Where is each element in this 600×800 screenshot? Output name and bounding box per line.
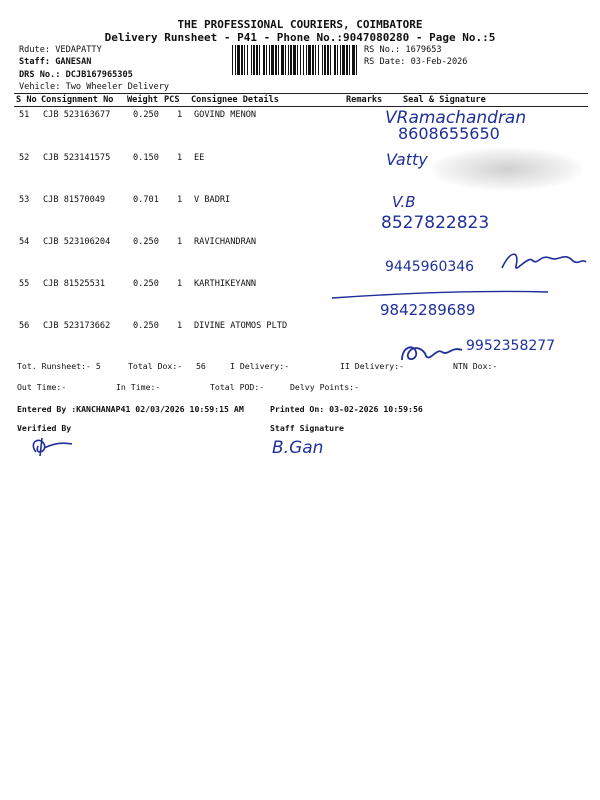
verified-signature [26, 434, 76, 460]
row-consignee: V BADRI [194, 195, 231, 205]
delivery-line [330, 288, 550, 302]
col-consignment: Consignment No [41, 95, 114, 105]
signature-mark-r54 [498, 246, 588, 276]
scan-smudge [432, 148, 582, 190]
row-sno: 54 [19, 237, 30, 247]
col-consignee: Consignee Details [191, 95, 279, 105]
total-pod: Total POD:- [210, 382, 265, 392]
row-consignment: CJB 523141575 [43, 153, 111, 163]
staff-label: Staff: GANESAN [19, 57, 92, 67]
handwritten-name-r51: VRamachandran [385, 108, 527, 128]
barcode-icon [232, 45, 358, 75]
handwritten-phone-r53: 8527822823 [381, 213, 490, 233]
out-time: Out Time:- [17, 382, 67, 392]
col-remarks: Remarks [346, 95, 383, 105]
printed-on: Printed On: 03-02-2026 10:59:56 [270, 404, 423, 414]
i-delivery: I Delivery:- [230, 361, 290, 371]
drs-number: DRS No.: DCJB167965305 [19, 70, 133, 80]
row-sno: 53 [19, 195, 30, 205]
table-top-rule [14, 93, 588, 94]
row-pcs: 1 [177, 279, 183, 289]
handwritten-phone-r51: 8608655650 [398, 124, 500, 143]
row-consignment: CJB 523106204 [43, 237, 111, 247]
total-dox-label: Total Dox:- [128, 361, 183, 371]
handwritten-phone-r55: 9842289689 [380, 301, 476, 319]
ntn-dox: NTN Dox:- [453, 361, 498, 371]
total-runsheet: Tot. Runsheet:- 5 [17, 361, 101, 371]
staff-signature: B.Gan [272, 438, 324, 458]
row-pcs: 1 [177, 153, 183, 163]
rs-number: RS No.: 1679653 [364, 45, 442, 55]
verified-by-label: Verified By [17, 423, 72, 433]
row-consignment: CJB 523173662 [43, 321, 111, 331]
row-consignee: KARTHIKEYANN [194, 279, 257, 289]
rs-date: RS Date: 03-Feb-2026 [364, 57, 468, 67]
row-weight: 0.250 [133, 110, 159, 120]
row-consignment: CJB 81570049 [43, 195, 106, 205]
vehicle-label: Vehicle: Two Wheeler Delivery [19, 82, 170, 92]
row-pcs: 1 [177, 195, 183, 205]
table-row [0, 195, 600, 207]
handwritten-phone-r56: 9952358277 [466, 338, 556, 354]
ii-delivery: II Delivery:- [340, 361, 405, 371]
delivery-points: Delvy Points:- [290, 382, 360, 392]
route-label: Rdute: VEDAPATTY [19, 45, 102, 55]
col-weight: Weight [127, 95, 159, 105]
row-pcs: 1 [177, 237, 183, 247]
col-pcs: PCS [164, 95, 180, 105]
row-sno: 51 [19, 110, 30, 120]
col-seal: Seal & Signature [403, 95, 486, 105]
row-weight: 0.150 [133, 153, 159, 163]
row-pcs: 1 [177, 321, 183, 331]
staff-signature-label: Staff Signature [270, 423, 344, 433]
row-weight: 0.701 [133, 195, 159, 205]
handwritten-sign-r53: V.B [392, 193, 416, 211]
row-weight: 0.250 [133, 321, 159, 331]
table-header-rule [14, 106, 588, 107]
row-consignee: EE [194, 153, 205, 163]
total-dox-value: 56 [196, 361, 206, 371]
table-row [0, 321, 600, 333]
entered-by: Entered By :KANCHANAP41 02/03/2026 10:59:15 AM [17, 404, 244, 414]
row-weight: 0.250 [133, 279, 159, 289]
row-consignee: DIVINE ATOMOS PLTD [194, 321, 288, 331]
row-consignment: CJB 523163677 [43, 110, 111, 120]
row-sno: 56 [19, 321, 30, 331]
row-weight: 0.250 [133, 237, 159, 247]
col-sno: S No [16, 95, 37, 105]
in-time: In Time:- [116, 382, 161, 392]
row-consignee: RAVICHANDRAN [194, 237, 257, 247]
handwritten-phone-r54: 9445960346 [385, 259, 475, 275]
handwritten-sign-r52: Vatty [386, 150, 428, 169]
row-consignment: CJB 81525531 [43, 279, 106, 289]
row-pcs: 1 [177, 110, 183, 120]
company-title: THE PROFESSIONAL COURIERS, COIMBATORE [177, 18, 423, 31]
row-sno: 52 [19, 153, 30, 163]
runsheet-subtitle: Delivery Runsheet - P41 - Phone No.:9047080280 - Page No.:5 [104, 31, 496, 44]
row-consignee: GOVIND MENON [194, 110, 257, 120]
row-sno: 55 [19, 279, 30, 289]
